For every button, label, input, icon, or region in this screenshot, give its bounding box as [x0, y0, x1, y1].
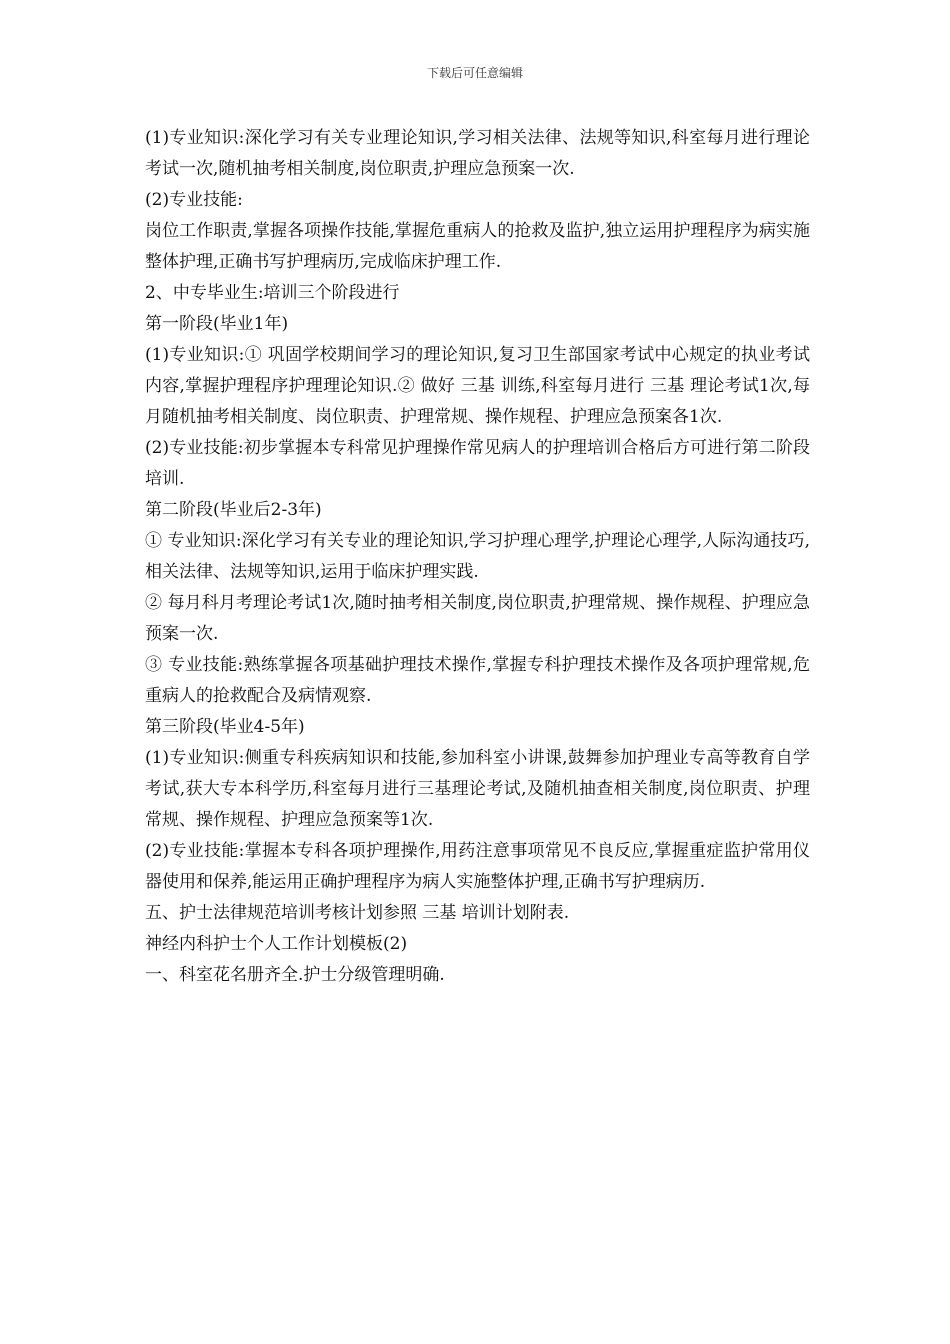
paragraph: ② 每月科月考理论考试1次,随时抽考相关制度,岗位职责,护理常规、操作规程、护理应急预案一次.: [145, 593, 810, 644]
paragraph: ③ 专业技能:熟练掌握各项基础护理技术操作,掌握专科护理技术操作及各项护理常规,危重病人的抢救配合及病情观察.: [145, 655, 810, 706]
paragraph: 五、护士法律规范培训考核计划参照 三基 培训计划附表.: [145, 903, 570, 923]
paragraph: 第三阶段(毕业4-5年): [145, 717, 305, 737]
paragraph: 神经内科护士个人工作计划模板(2): [145, 934, 408, 954]
paragraph: ① 专业知识:深化学习有关专业的理论知识,学习护理心理学,护理论心理学,人际沟通技巧,相关法律、法规等知识,运用于临床护理实践.: [145, 531, 810, 582]
paragraph: 第二阶段(毕业后2-3年): [145, 500, 322, 520]
paragraph: (1)专业知识:深化学习有关专业理论知识,学习相关法律、法规等知识,科室每月进行理论考试一次,随机抽考相关制度,岗位职责,护理应急预案一次.: [145, 128, 810, 179]
paragraph: (2)专业技能:初步掌握本专科常见护理操作常见病人的护理培训合格后方可进行第二阶段培训.: [145, 438, 810, 489]
document-body: [145, 123, 810, 991]
paragraph: (2)专业技能:掌握本专科各项护理操作,用药注意事项常见不良反应,掌握重症监护常用仪器使用和保养,能运用正确护理程序为病人实施整体护理,正确书写护理病历.: [145, 841, 810, 892]
paragraph: 一、科室花名册齐全.护士分级管理明确.: [145, 965, 445, 985]
paragraph: 第一阶段(毕业1年): [145, 314, 289, 334]
page-header: 下载后可任意编辑: [426, 66, 523, 80]
paragraph: (2)专业技能:: [145, 190, 243, 210]
paragraph: (1)专业知识:① 巩固学校期间学习的理论知识,复习卫生部国家考试中心规定的执业考试内容,掌握护理程序护理理论知识.② 做好 三基 训练,科室每月进行 三基 理论考试1次,每月随机抽考相关制度、岗位职责、护理常规、操作规程、护理应急预案各1次.: [145, 345, 810, 427]
paragraph: (1)专业知识:侧重专科疾病知识和技能,参加科室小讲课,鼓舞参加护理业专高等教育自学考试,获大专本科学历,科室每月进行三基理论考试,及随机抽查相关制度,岗位职责、护理常规、操作规程、护理应急预案等1次.: [145, 748, 810, 830]
paragraph: 岗位工作职责,掌握各项操作技能,掌握危重病人的抢救及监护,独立运用护理程序为病实施整体护理,正确书写护理病历,完成临床护理工作.: [145, 221, 810, 272]
paragraph: 2、中专毕业生:培训三个阶段进行: [145, 283, 400, 303]
